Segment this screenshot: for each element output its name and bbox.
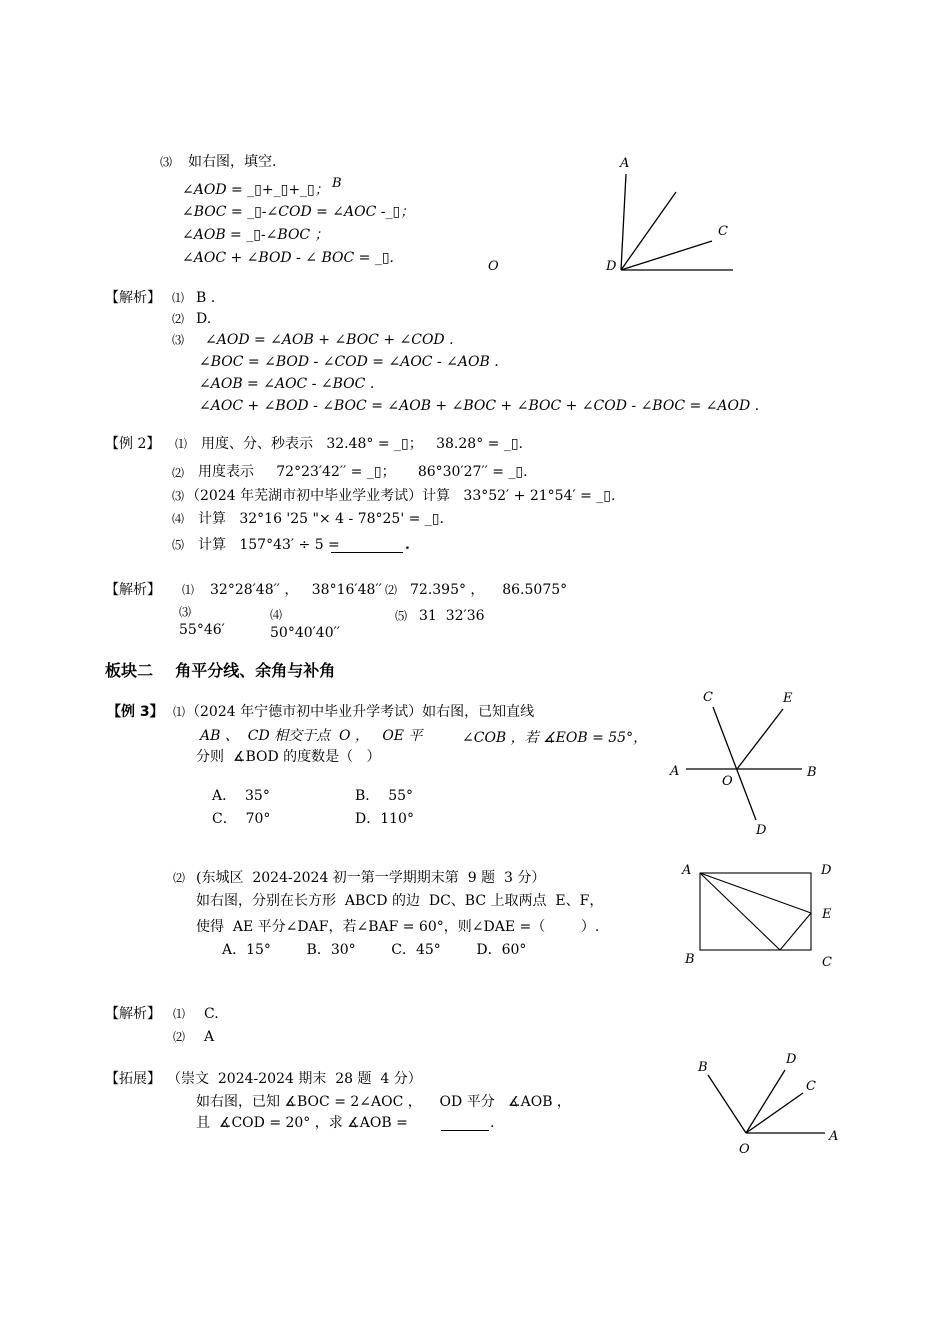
answer-5: 31 32′36 — [419, 608, 485, 624]
label-o: O — [488, 259, 499, 274]
answer-1: B . — [196, 290, 216, 306]
question-2-options: A．15° B．30° C．45° D．60° — [222, 942, 527, 958]
answer-number: ⑶ — [179, 605, 192, 619]
fill-line-1: ∠AOD = _▯+_▯+_▯； — [182, 182, 329, 198]
answer-number: ⑸ — [395, 609, 408, 623]
question-1-line-1: （2024 年宁德市初中毕业升学考试）如右图，已知直线 — [186, 704, 535, 720]
label-c: C — [703, 690, 713, 705]
analysis-tag: 【解析】 — [105, 290, 161, 306]
analysis-tag: 【解析】 — [105, 582, 161, 598]
label-d: D — [786, 1052, 797, 1067]
question-number: ⑵ — [172, 466, 185, 480]
example-tag: 【例 2】 — [105, 436, 161, 452]
answer-2: A — [204, 1029, 215, 1045]
label-c: C — [822, 955, 832, 970]
answer-3-line-4: ∠AOC + ∠BOD - ∠BOC = ∠AOB + ∠BOC + ∠BOC + ∠COD - ∠BOC = ∠AOD . — [199, 398, 760, 414]
extension-source: （崇文 2024-2024 期末 28 题 4 分） — [167, 1071, 422, 1087]
answer-2: D. — [196, 311, 212, 327]
label-d: D — [821, 863, 832, 878]
label-a: A — [620, 156, 630, 171]
label-d: D — [606, 259, 617, 274]
fill-line-3: ∠AOB = _▯-∠BOC ； — [182, 227, 329, 243]
question-number: ⑴ — [173, 705, 186, 719]
question-1: 用度、分、秒表示 32.48° = _▯； 38.28° = _▯. — [201, 436, 523, 452]
answer-3-line-1: ∠AOD = ∠AOB + ∠BOC + ∠COD . — [205, 332, 454, 348]
fill-line-2: ∠BOC = _▯-∠COD = ∠AOC -_▯； — [182, 204, 415, 220]
analysis-tag: 【解析】 — [105, 1006, 161, 1022]
answer-number: ⑷ — [270, 608, 283, 622]
question-1-line-2b: ∠COB ，若 ∡EOB = 55°， — [462, 730, 648, 746]
label-e: E — [783, 691, 793, 706]
label-b: B — [698, 1060, 708, 1075]
question-5: 计算 157°43′ ÷ 5 = — [198, 537, 345, 553]
question-2-line-3: 使得 AE 平分∠DAF，若∠BAF = 60°，则∠DAE =（ ）. — [196, 919, 600, 935]
answer-1: C. — [204, 1006, 219, 1022]
answer-2: 72.395° ， 86.5075° — [410, 582, 568, 598]
answer-number: ⑵ — [385, 583, 398, 597]
section-heading: 板块二 角平分线、余角与补角 — [105, 661, 336, 680]
label-o: O — [722, 774, 733, 789]
answer-number: ⑵ — [172, 312, 185, 326]
label-a: A — [670, 764, 680, 779]
option-c: C． 70° — [212, 811, 271, 827]
label-c: C — [806, 1079, 816, 1094]
answer-number: ⑶ — [172, 333, 185, 347]
question-1-line-2a: AB 、 CD 相交于点 O ， OE 平 — [200, 728, 423, 744]
question-number: ⑶ — [172, 489, 185, 503]
label-b: B — [807, 765, 817, 780]
option-a: A． 35° — [212, 788, 270, 804]
option-d: D．110° — [355, 811, 414, 827]
answer-3-line-3: ∠AOB = ∠AOC - ∠BOC . — [199, 376, 375, 392]
label-b: B — [685, 952, 695, 967]
question-2-line-1: (东城区 2024-2024 初一第一学期期末第 9 题 3 分） — [196, 870, 546, 886]
answer-number: ⑴ — [182, 583, 195, 597]
question-number: ⑴ — [175, 437, 188, 451]
question-2: 用度表示 72°23′42′′ = _▯； 86°30′27′′ = _▯. — [198, 464, 528, 480]
label-o: O — [739, 1142, 750, 1157]
fill-line-4: ∠AOC + ∠BOD - ∠ BOC = _▯. — [182, 250, 394, 266]
question-4: 计算 32°16 '25 "× 4 - 78°25' = _▯. — [198, 511, 444, 527]
item-number: ⑶ — [160, 155, 173, 169]
answer-number: ⑴ — [173, 1007, 186, 1021]
question-2-line-2: 如右图，分别在长方形 ABCD 的边 DC、BC 上取两点 E、F， — [196, 893, 604, 909]
answer-number: ⑴ — [172, 291, 185, 305]
question-5-end: . — [405, 537, 410, 553]
label-a: A — [682, 863, 692, 878]
label-e: E — [822, 907, 832, 922]
question-number: ⑷ — [172, 512, 185, 526]
label-a: A — [829, 1129, 839, 1144]
extension-tag: 【拓展】 — [105, 1071, 161, 1087]
question-number: ⑸ — [172, 538, 185, 552]
answer-3: 55°46′ — [179, 622, 225, 638]
answer-1: 32°28′48′′ ， 38°16′48′′ — [210, 582, 382, 598]
item-intro: 如右图，填空. — [188, 154, 277, 170]
question-number: ⑵ — [173, 871, 186, 885]
extension-line-1: 如右图，已知 ∡BOC = 2∠AOC ， OD 平分 ∡AOB ， — [196, 1094, 571, 1110]
option-b: B． 55° — [355, 788, 414, 804]
answer-4: 50°40′40′′ — [270, 625, 340, 641]
question-1-line-3: 分则 ∡BOD 的度数是（ ） — [196, 749, 381, 765]
extension-line-2: 且 ∡COD = 20° ，求 ∡AOB = — [196, 1115, 417, 1131]
answer-number: ⑵ — [173, 1030, 186, 1044]
label-c: C — [718, 224, 728, 239]
label-d: D — [756, 823, 767, 838]
label-b: B — [332, 176, 342, 191]
extension-line-2-end: . — [490, 1115, 495, 1131]
answer-3-line-2: ∠BOC = ∠BOD - ∠COD = ∠AOC - ∠AOB . — [199, 354, 499, 370]
question-3: （2024 年芜湖市初中毕业学业考试）计算 33°52′ + 21°54′ = _▯. — [186, 488, 616, 504]
example-tag: 【例 3】 — [107, 704, 164, 720]
